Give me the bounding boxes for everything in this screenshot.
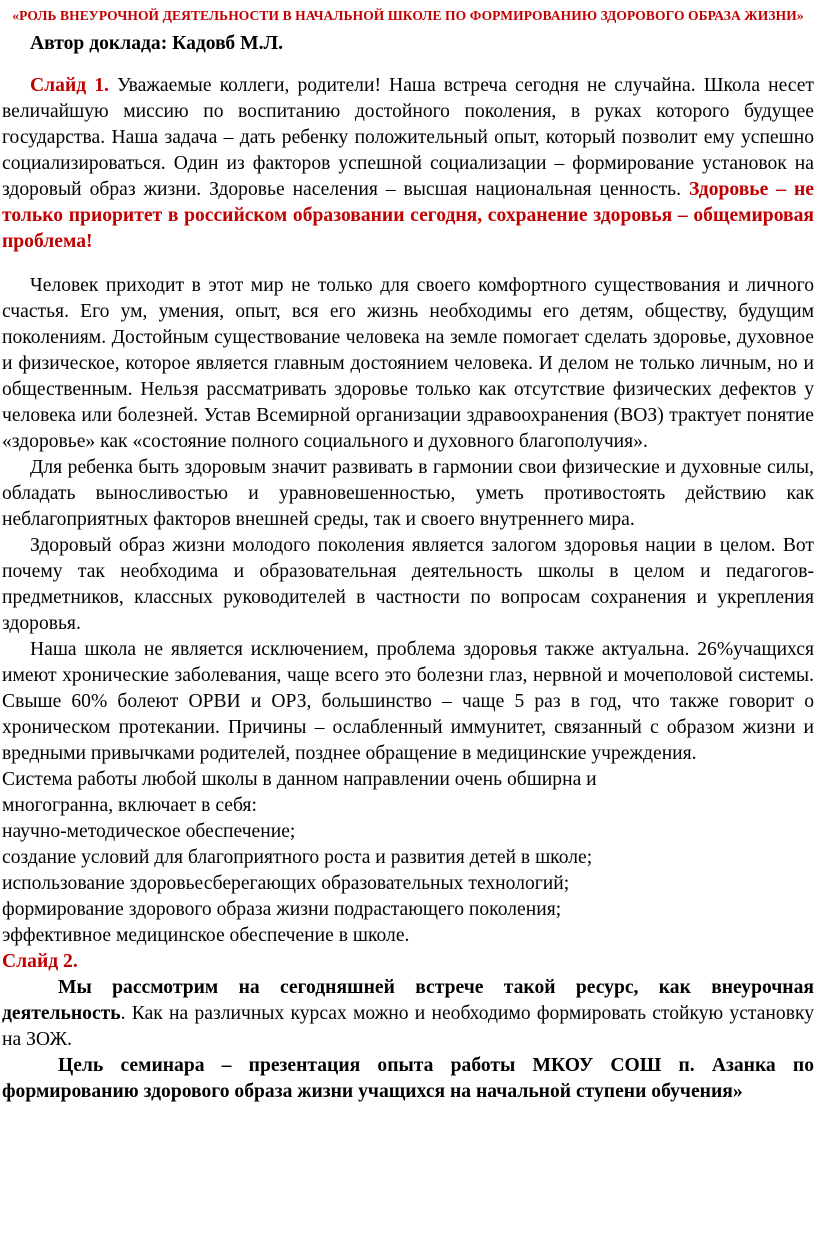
- paragraph-child-health: Для ребенка быть здоровым значит развивать в гармонии свои физические и духовные силы, обладать выносливостью и уравновешенностью, уметь противостоять действию как неблагоприятных факторов внешней среды, так и своего внутреннего мира.: [2, 457, 814, 530]
- seminar-goal: Цель семинара – презентация опыта работы МКОУ СОШ п. Азанка по формированию здорового образа жизни учащихся на начальной ступени обучения»: [2, 1055, 814, 1102]
- system-list-item: использование здоровьесберегающих образовательных технологий;: [2, 873, 570, 894]
- system-list-item: эффективное медицинское обеспечение в школе.: [2, 925, 410, 946]
- system-intro-line-2: многогранна, включает в себя:: [2, 795, 257, 816]
- slide1-paragraph: [2, 73, 814, 255]
- slide2-bold-text: Мы рассмотрим на сегодняшней встрече такой ресурс, как внеурочная деятельность: [2, 977, 814, 1024]
- slide1-text: Уважаемые коллеги, родители! Наша встреча сегодня не случайна. Школа несет величайшую миссию по воспитанию достойного поколения, в руках которого будущее государства. Наша задача – дать ребенку положительный опыт, который позволит ему успешно социализироваться. Один из факторов успешной социализации – формирование установок на здоровый образ жизни. Здоровье населения – высшая национальная ценность.: [2, 75, 814, 200]
- paragraph-healthy-lifestyle: Здоровый образ жизни молодого поколения является залогом здоровья нации в целом. Вот почему так необходима и образовательная деятельность школы в целом и педагогов-предметников, классных руководителей в частности по вопросам сохранения и укрепления здоровья.: [2, 535, 814, 634]
- paragraph-human: Человек приходит в этот мир не только для своего комфортного существования и личного счастья. Его ум, умения, опыт, вся его жизнь необходимы его детям, обществу, будущим поколениям. Достойным существование человека на земле помогает сделать здоровье, духовное и физическое, которое является главным достоянием человека. И делом не только личным, но и общественным. Нельзя рассматривать здоровье только как отсутствие физических дефектов у человека или болезней. Устав Всемирной организации здравоохранения (ВОЗ) трактует понятие «здоровье» как «состояние полного социального и духовного благополучия».: [2, 275, 814, 452]
- slide1-highlight: Здоровье – не только приоритет в российском образовании сегодня, сохранение здоровья – общемировая проблема!: [2, 179, 814, 252]
- system-list-item: научно-методическое обеспечение;: [2, 821, 296, 842]
- slide1-label: Слайд 1.: [30, 75, 109, 96]
- paragraph-school-stats: Наша школа не является исключением, проблема здоровья также актуальна. 26%учащихся имеют хронические заболевания, чаще всего это болезни глаз, нервной и мочеполовой системы. Свыше 60% болеют ОРВИ и ОРЗ, большинство – чаще 5 раз в год, что также говорит о хроническом протекании. Причины – ослабленный иммунитет, связанный с образом жизни и вредными привычками родителей, позднее обращение в медицинские учреждения.: [2, 639, 814, 764]
- slide2-paragraph: [2, 975, 814, 1053]
- author-line: Автор доклада: Кадовб М.Л.: [30, 33, 283, 54]
- system-list-item: формирование здорового образа жизни подрастающего поколения;: [2, 899, 562, 920]
- system-intro-line-1: Система работы любой школы в данном направлении очень обширна и: [2, 769, 597, 790]
- document-title: «РОЛЬ ВНЕУРОЧНОЙ ДЕЯТЕЛЬНОСТИ В НАЧАЛЬНОЙ ШКОЛЕ ПО ФОРМИРОВАНИЮ ЗДОРОВОГО ОБРАЗА ЖИЗНИ»: [12, 8, 804, 23]
- slide2-label: Слайд 2.: [2, 951, 78, 972]
- system-list-item: создание условий для благоприятного роста и развития детей в школе;: [2, 847, 593, 868]
- slide2-rest-text: . Как на различных курсах можно и необходимо формировать стойкую установку на ЗОЖ.: [2, 1003, 814, 1050]
